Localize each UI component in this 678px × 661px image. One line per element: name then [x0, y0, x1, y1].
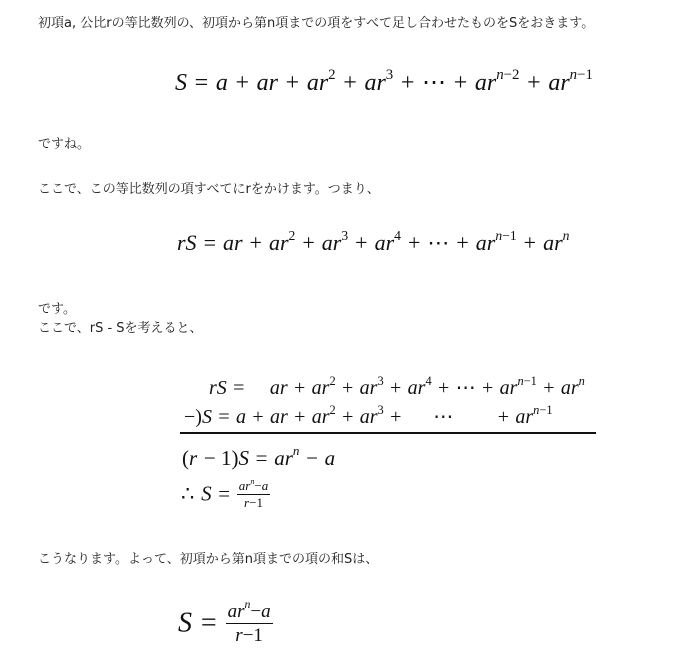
desu-text: です。	[38, 302, 76, 317]
kokode-rs-minus-s-text: ここで、rS - Sを考えると、	[38, 321, 203, 336]
intro-text: 初項a, 公比rの等比数列の、初項から第n項までの項をすべて足し合わせたものをSをおきます。	[38, 16, 595, 31]
sum-definition-equation: S = a + ar + $ar^2 + ar^3$ + ⋯ + $ar^{n-2} + ar^{n-1}$	[175, 66, 593, 96]
rs-definition-equation: rS = ar + $ar^2 + ar^3 + ar^4$ + ⋯ + $ar^{n-1} + ar^n$	[177, 227, 570, 255]
therefore-equation: ∴ S = $\frac{ar^n-a}{r-1}$	[181, 476, 269, 510]
subtraction-row-s: −)S = a + ar + $ar^2 + ar^3$ + ⋯ + $ar^{n-1}$	[184, 402, 553, 428]
subtraction-result: $(r - 1)S = ar^n - a$	[182, 443, 336, 470]
subtraction-rule	[180, 432, 596, 434]
kokode-rs-text: ここで、この等比数列の項すべてにrをかけます。つまり、	[38, 182, 380, 197]
konaru-text: こうなります。よって、初項から第n項までの項の和Sは、	[38, 552, 379, 567]
desune-text: ですね。	[38, 137, 91, 152]
final-sum-formula: S = $\frac{ar^n-a}{r-1}$	[178, 598, 271, 646]
subtraction-row-rs: rS = ar + $ar^2 + ar^3 + ar^4$ + ⋯ + $ar^{n-1} + ar^n$	[209, 373, 585, 399]
